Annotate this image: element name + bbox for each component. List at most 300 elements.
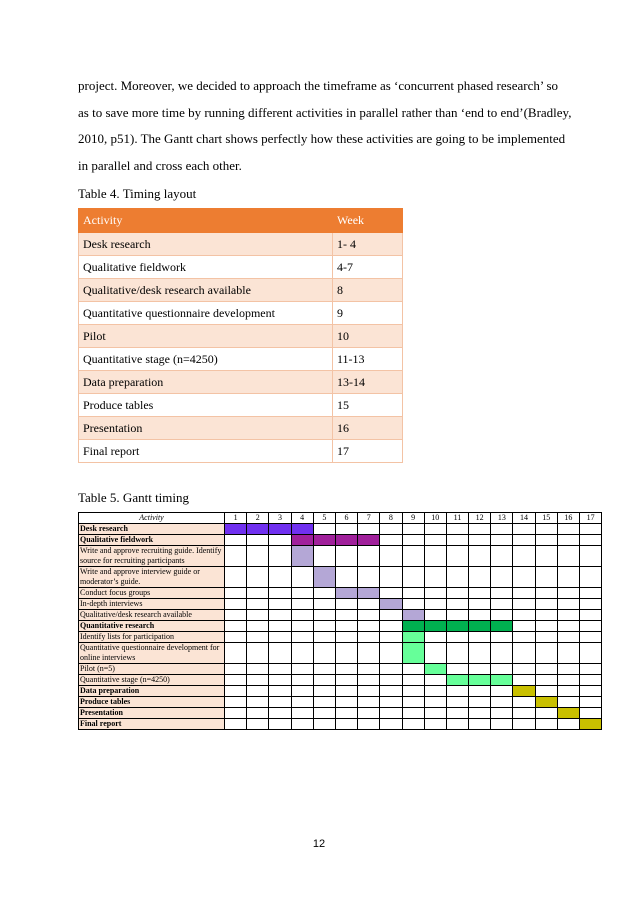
- gantt-empty-cell: [269, 643, 291, 664]
- header-activity: Activity: [79, 209, 333, 233]
- gantt-empty-cell: [446, 719, 468, 730]
- gantt-empty-cell: [269, 567, 291, 588]
- gantt-empty-cell: [247, 697, 269, 708]
- gantt-empty-cell: [358, 524, 380, 535]
- gantt-activity-label: Presentation: [79, 708, 225, 719]
- gantt-activity-label: Quantitative research: [79, 621, 225, 632]
- gantt-empty-cell: [424, 610, 446, 621]
- gantt-empty-cell: [491, 643, 513, 664]
- gantt-empty-cell: [269, 621, 291, 632]
- gantt-bar-cell: [446, 621, 468, 632]
- gantt-bar-cell: [291, 524, 313, 535]
- gantt-row: [79, 621, 602, 632]
- gantt-empty-cell: [535, 546, 557, 567]
- table-row: [79, 233, 403, 256]
- gantt-empty-cell: [557, 686, 579, 697]
- gantt-empty-cell: [313, 546, 335, 567]
- gantt-empty-cell: [424, 643, 446, 664]
- gantt-empty-cell: [358, 664, 380, 675]
- gantt-empty-cell: [335, 708, 357, 719]
- gantt-empty-cell: [535, 719, 557, 730]
- gantt-bar-cell: [247, 524, 269, 535]
- timing-layout-table: [78, 208, 403, 463]
- gantt-empty-cell: [313, 610, 335, 621]
- gantt-empty-cell: [424, 535, 446, 546]
- gantt-empty-cell: [446, 686, 468, 697]
- body-paragraph: [78, 73, 578, 179]
- gantt-empty-cell: [491, 708, 513, 719]
- gantt-empty-cell: [469, 546, 491, 567]
- gantt-empty-cell: [557, 621, 579, 632]
- paragraph-line: project. Moreover, we decided to approach the timeframe as ‘concurrent phased research’ so: [78, 78, 559, 93]
- gantt-bar-cell: [446, 675, 468, 686]
- gantt-empty-cell: [380, 643, 402, 664]
- gantt-activity-label: Conduct focus groups: [79, 588, 225, 599]
- week-header: 5: [313, 513, 335, 524]
- gantt-empty-cell: [580, 535, 602, 546]
- gantt-empty-cell: [535, 686, 557, 697]
- gantt-empty-cell: [335, 610, 357, 621]
- gantt-empty-cell: [446, 599, 468, 610]
- gantt-empty-cell: [358, 719, 380, 730]
- gantt-activity-label: Write and approve recruiting guide. Identify source for recruiting participants: [79, 546, 225, 567]
- gantt-row: [79, 686, 602, 697]
- gantt-empty-cell: [446, 535, 468, 546]
- gantt-activity-label: In-depth interviews: [79, 599, 225, 610]
- gantt-empty-cell: [225, 708, 247, 719]
- gantt-empty-cell: [491, 719, 513, 730]
- gantt-empty-cell: [291, 643, 313, 664]
- gantt-empty-cell: [269, 697, 291, 708]
- gantt-bar-cell: [380, 599, 402, 610]
- paragraph-line: as to save more time by running different activities in parallel rather than ‘end to end’(Bradley,: [78, 104, 572, 120]
- table-row: [79, 348, 403, 371]
- gantt-empty-cell: [291, 567, 313, 588]
- gantt-empty-cell: [291, 686, 313, 697]
- gantt-empty-cell: [291, 621, 313, 632]
- table-row: [79, 394, 403, 417]
- week-header: 15: [535, 513, 557, 524]
- gantt-activity-label: Final report: [79, 719, 225, 730]
- gantt-bar-cell: [580, 719, 602, 730]
- week-cell: 9: [333, 302, 403, 325]
- gantt-empty-cell: [358, 686, 380, 697]
- activity-cell: Data preparation: [79, 371, 333, 394]
- gantt-empty-cell: [491, 610, 513, 621]
- week-header: 9: [402, 513, 424, 524]
- gantt-row: [79, 664, 602, 675]
- gantt-empty-cell: [358, 599, 380, 610]
- gantt-activity-label: Data preparation: [79, 686, 225, 697]
- gantt-empty-cell: [225, 535, 247, 546]
- gantt-bar-cell: [513, 686, 535, 697]
- gantt-row: [79, 588, 602, 599]
- gantt-empty-cell: [513, 621, 535, 632]
- gantt-empty-cell: [513, 610, 535, 621]
- week-cell: 11-13: [333, 348, 403, 371]
- gantt-empty-cell: [513, 675, 535, 686]
- week-header: 8: [380, 513, 402, 524]
- gantt-empty-cell: [469, 697, 491, 708]
- gantt-empty-cell: [402, 524, 424, 535]
- gantt-row: [79, 708, 602, 719]
- gantt-empty-cell: [247, 643, 269, 664]
- gantt-empty-cell: [358, 567, 380, 588]
- week-header: 14: [513, 513, 535, 524]
- gantt-empty-cell: [335, 599, 357, 610]
- gantt-empty-cell: [313, 524, 335, 535]
- gantt-empty-cell: [358, 610, 380, 621]
- gantt-empty-cell: [313, 599, 335, 610]
- table4-header-row: [79, 209, 403, 233]
- gantt-row: [79, 643, 602, 664]
- gantt-empty-cell: [335, 643, 357, 664]
- gantt-empty-cell: [402, 588, 424, 599]
- week-header: 6: [335, 513, 357, 524]
- gantt-empty-cell: [402, 719, 424, 730]
- gantt-empty-cell: [469, 664, 491, 675]
- header-week: Week: [333, 209, 403, 233]
- gantt-empty-cell: [580, 697, 602, 708]
- week-cell: 4-7: [333, 256, 403, 279]
- gantt-empty-cell: [557, 524, 579, 535]
- gantt-empty-cell: [402, 708, 424, 719]
- gantt-empty-cell: [424, 697, 446, 708]
- week-header: 1: [225, 513, 247, 524]
- gantt-bar-cell: [535, 697, 557, 708]
- activity-cell: Produce tables: [79, 394, 333, 417]
- gantt-empty-cell: [491, 524, 513, 535]
- gantt-empty-cell: [535, 535, 557, 546]
- gantt-empty-cell: [491, 546, 513, 567]
- gantt-empty-cell: [580, 588, 602, 599]
- gantt-empty-cell: [446, 610, 468, 621]
- gantt-empty-cell: [335, 697, 357, 708]
- gantt-empty-cell: [535, 524, 557, 535]
- gantt-bar-cell: [424, 621, 446, 632]
- gantt-empty-cell: [491, 697, 513, 708]
- activity-cell: Qualitative/desk research available: [79, 279, 333, 302]
- gantt-empty-cell: [380, 719, 402, 730]
- gantt-empty-cell: [513, 697, 535, 708]
- activity-cell: Desk research: [79, 233, 333, 256]
- gantt-empty-cell: [269, 686, 291, 697]
- gantt-empty-cell: [225, 546, 247, 567]
- gantt-empty-cell: [469, 588, 491, 599]
- table-row: [79, 302, 403, 325]
- gantt-empty-cell: [557, 643, 579, 664]
- gantt-empty-cell: [469, 599, 491, 610]
- gantt-empty-cell: [380, 546, 402, 567]
- gantt-empty-cell: [513, 535, 535, 546]
- gantt-empty-cell: [313, 686, 335, 697]
- gantt-empty-cell: [380, 632, 402, 643]
- table5-caption: Table 5. Gantt timing: [78, 490, 190, 505]
- gantt-empty-cell: [247, 708, 269, 719]
- gantt-empty-cell: [358, 708, 380, 719]
- gantt-activity-label: Produce tables: [79, 697, 225, 708]
- gantt-activity-label: Quantitative stage (n=4250): [79, 675, 225, 686]
- gantt-bar-cell: [269, 524, 291, 535]
- gantt-empty-cell: [580, 632, 602, 643]
- gantt-empty-cell: [269, 664, 291, 675]
- activity-cell: Quantitative stage (n=4250): [79, 348, 333, 371]
- gantt-empty-cell: [313, 708, 335, 719]
- gantt-empty-cell: [513, 643, 535, 664]
- gantt-empty-cell: [335, 719, 357, 730]
- gantt-empty-cell: [269, 546, 291, 567]
- gantt-empty-cell: [535, 643, 557, 664]
- gantt-empty-cell: [557, 719, 579, 730]
- activity-cell: Presentation: [79, 417, 333, 440]
- gantt-empty-cell: [225, 621, 247, 632]
- table-row: [79, 417, 403, 440]
- gantt-empty-cell: [291, 719, 313, 730]
- gantt-empty-cell: [335, 686, 357, 697]
- gantt-empty-cell: [469, 686, 491, 697]
- gantt-empty-cell: [557, 675, 579, 686]
- paragraph-line: in parallel and cross each other.: [78, 157, 242, 173]
- gantt-empty-cell: [580, 686, 602, 697]
- gantt-empty-cell: [358, 621, 380, 632]
- gantt-empty-cell: [225, 719, 247, 730]
- gantt-empty-cell: [535, 588, 557, 599]
- week-cell: 10: [333, 325, 403, 348]
- gantt-empty-cell: [247, 632, 269, 643]
- week-header: 3: [269, 513, 291, 524]
- gantt-bar-cell: [335, 588, 357, 599]
- week-header: 7: [358, 513, 380, 524]
- gantt-empty-cell: [580, 621, 602, 632]
- gantt-empty-cell: [513, 719, 535, 730]
- gantt-empty-cell: [402, 686, 424, 697]
- gantt-bar-cell: [225, 524, 247, 535]
- gantt-empty-cell: [469, 632, 491, 643]
- gantt-empty-cell: [380, 686, 402, 697]
- gantt-empty-cell: [291, 599, 313, 610]
- gantt-empty-cell: [335, 632, 357, 643]
- activity-cell: Qualitative fieldwork: [79, 256, 333, 279]
- gantt-empty-cell: [225, 610, 247, 621]
- gantt-empty-cell: [402, 675, 424, 686]
- gantt-empty-cell: [446, 632, 468, 643]
- gantt-empty-cell: [335, 675, 357, 686]
- gantt-empty-cell: [247, 719, 269, 730]
- gantt-empty-cell: [513, 588, 535, 599]
- gantt-empty-cell: [269, 708, 291, 719]
- gantt-bar-cell: [291, 546, 313, 567]
- gantt-empty-cell: [469, 708, 491, 719]
- gantt-empty-cell: [557, 535, 579, 546]
- gantt-bar-cell: [335, 535, 357, 546]
- gantt-empty-cell: [358, 632, 380, 643]
- gantt-bar-cell: [291, 535, 313, 546]
- week-header: 17: [580, 513, 602, 524]
- gantt-empty-cell: [446, 697, 468, 708]
- gantt-empty-cell: [424, 567, 446, 588]
- gantt-activity-label: Qualitative/desk research available: [79, 610, 225, 621]
- gantt-empty-cell: [402, 567, 424, 588]
- gantt-empty-cell: [247, 535, 269, 546]
- gantt-empty-cell: [446, 546, 468, 567]
- gantt-empty-cell: [491, 632, 513, 643]
- gantt-empty-cell: [225, 664, 247, 675]
- week-header: 13: [491, 513, 513, 524]
- gantt-row: [79, 632, 602, 643]
- gantt-bar-cell: [469, 675, 491, 686]
- table-row: [79, 325, 403, 348]
- activity-cell: Final report: [79, 440, 333, 463]
- gantt-bar-cell: [402, 621, 424, 632]
- gantt-empty-cell: [535, 567, 557, 588]
- gantt-empty-cell: [380, 675, 402, 686]
- gantt-bar-cell: [358, 535, 380, 546]
- gantt-row: [79, 535, 602, 546]
- gantt-empty-cell: [424, 599, 446, 610]
- gantt-empty-cell: [535, 599, 557, 610]
- gantt-empty-cell: [380, 621, 402, 632]
- gantt-empty-cell: [580, 546, 602, 567]
- gantt-empty-cell: [580, 524, 602, 535]
- gantt-timing-table: [78, 512, 602, 730]
- gantt-row: [79, 610, 602, 621]
- gantt-header-row: [79, 513, 602, 524]
- gantt-empty-cell: [557, 599, 579, 610]
- gantt-empty-cell: [269, 535, 291, 546]
- gantt-empty-cell: [469, 643, 491, 664]
- gantt-activity-label: Pilot (n=5): [79, 664, 225, 675]
- gantt-empty-cell: [469, 610, 491, 621]
- gantt-empty-cell: [469, 567, 491, 588]
- gantt-empty-cell: [269, 675, 291, 686]
- gantt-activity-label: Identify lists for participation: [79, 632, 225, 643]
- gantt-empty-cell: [247, 610, 269, 621]
- gantt-activity-label: Quantitative questionnaire development for online interviews: [79, 643, 225, 664]
- gantt-empty-cell: [557, 664, 579, 675]
- gantt-empty-cell: [513, 599, 535, 610]
- gantt-empty-cell: [402, 535, 424, 546]
- gantt-empty-cell: [247, 567, 269, 588]
- gantt-empty-cell: [313, 664, 335, 675]
- gantt-empty-cell: [557, 632, 579, 643]
- gantt-empty-cell: [313, 719, 335, 730]
- gantt-bar-cell: [402, 610, 424, 621]
- gantt-empty-cell: [424, 719, 446, 730]
- table4-caption: Table 4. Timing layout: [78, 186, 197, 201]
- gantt-empty-cell: [291, 664, 313, 675]
- gantt-empty-cell: [513, 524, 535, 535]
- gantt-empty-cell: [225, 599, 247, 610]
- gantt-bar-cell: [358, 588, 380, 599]
- gantt-empty-cell: [446, 588, 468, 599]
- gantt-activity-header: Activity: [79, 513, 225, 524]
- gantt-empty-cell: [535, 675, 557, 686]
- gantt-empty-cell: [491, 535, 513, 546]
- activity-cell: Pilot: [79, 325, 333, 348]
- gantt-empty-cell: [269, 610, 291, 621]
- gantt-empty-cell: [291, 632, 313, 643]
- gantt-empty-cell: [557, 546, 579, 567]
- week-header: 12: [469, 513, 491, 524]
- gantt-empty-cell: [380, 524, 402, 535]
- gantt-empty-cell: [313, 697, 335, 708]
- gantt-empty-cell: [469, 524, 491, 535]
- table-row: [79, 440, 403, 463]
- gantt-empty-cell: [380, 697, 402, 708]
- table-row: [79, 256, 403, 279]
- gantt-empty-cell: [380, 535, 402, 546]
- gantt-bar-cell: [313, 535, 335, 546]
- gantt-empty-cell: [380, 588, 402, 599]
- gantt-empty-cell: [225, 632, 247, 643]
- gantt-bar-cell: [424, 664, 446, 675]
- gantt-empty-cell: [225, 675, 247, 686]
- gantt-empty-cell: [269, 632, 291, 643]
- gantt-empty-cell: [469, 719, 491, 730]
- gantt-empty-cell: [424, 588, 446, 599]
- gantt-row: [79, 599, 602, 610]
- activity-cell: Quantitative questionnaire development: [79, 302, 333, 325]
- gantt-empty-cell: [535, 610, 557, 621]
- gantt-empty-cell: [424, 708, 446, 719]
- gantt-bar-cell: [491, 675, 513, 686]
- gantt-empty-cell: [580, 610, 602, 621]
- gantt-empty-cell: [535, 621, 557, 632]
- gantt-empty-cell: [358, 697, 380, 708]
- week-header: 2: [247, 513, 269, 524]
- gantt-empty-cell: [491, 567, 513, 588]
- gantt-empty-cell: [247, 675, 269, 686]
- gantt-empty-cell: [291, 588, 313, 599]
- gantt-empty-cell: [313, 632, 335, 643]
- gantt-empty-cell: [513, 664, 535, 675]
- gantt-activity-label: Qualitative fieldwork: [79, 535, 225, 546]
- gantt-empty-cell: [535, 708, 557, 719]
- gantt-empty-cell: [424, 686, 446, 697]
- gantt-empty-cell: [269, 588, 291, 599]
- gantt-empty-cell: [580, 675, 602, 686]
- gantt-row: [79, 524, 602, 535]
- gantt-empty-cell: [247, 664, 269, 675]
- gantt-empty-cell: [247, 621, 269, 632]
- paragraph-line: 2010, p51). The Gantt chart shows perfectly how these activities are going to be implemented: [78, 131, 566, 146]
- gantt-empty-cell: [335, 546, 357, 567]
- week-cell: 16: [333, 417, 403, 440]
- gantt-bar-cell: [469, 621, 491, 632]
- gantt-empty-cell: [535, 664, 557, 675]
- table-row: [79, 371, 403, 394]
- gantt-row: [79, 546, 602, 567]
- week-header: 4: [291, 513, 313, 524]
- gantt-empty-cell: [513, 708, 535, 719]
- gantt-empty-cell: [580, 664, 602, 675]
- gantt-empty-cell: [269, 719, 291, 730]
- gantt-empty-cell: [335, 621, 357, 632]
- gantt-empty-cell: [225, 567, 247, 588]
- gantt-empty-cell: [557, 610, 579, 621]
- gantt-activity-label: Desk research: [79, 524, 225, 535]
- week-cell: 1- 4: [333, 233, 403, 256]
- gantt-empty-cell: [446, 524, 468, 535]
- gantt-empty-cell: [225, 643, 247, 664]
- gantt-empty-cell: [269, 599, 291, 610]
- week-header: 11: [446, 513, 468, 524]
- gantt-empty-cell: [313, 588, 335, 599]
- gantt-empty-cell: [291, 610, 313, 621]
- gantt-empty-cell: [225, 588, 247, 599]
- gantt-empty-cell: [446, 664, 468, 675]
- gantt-empty-cell: [446, 708, 468, 719]
